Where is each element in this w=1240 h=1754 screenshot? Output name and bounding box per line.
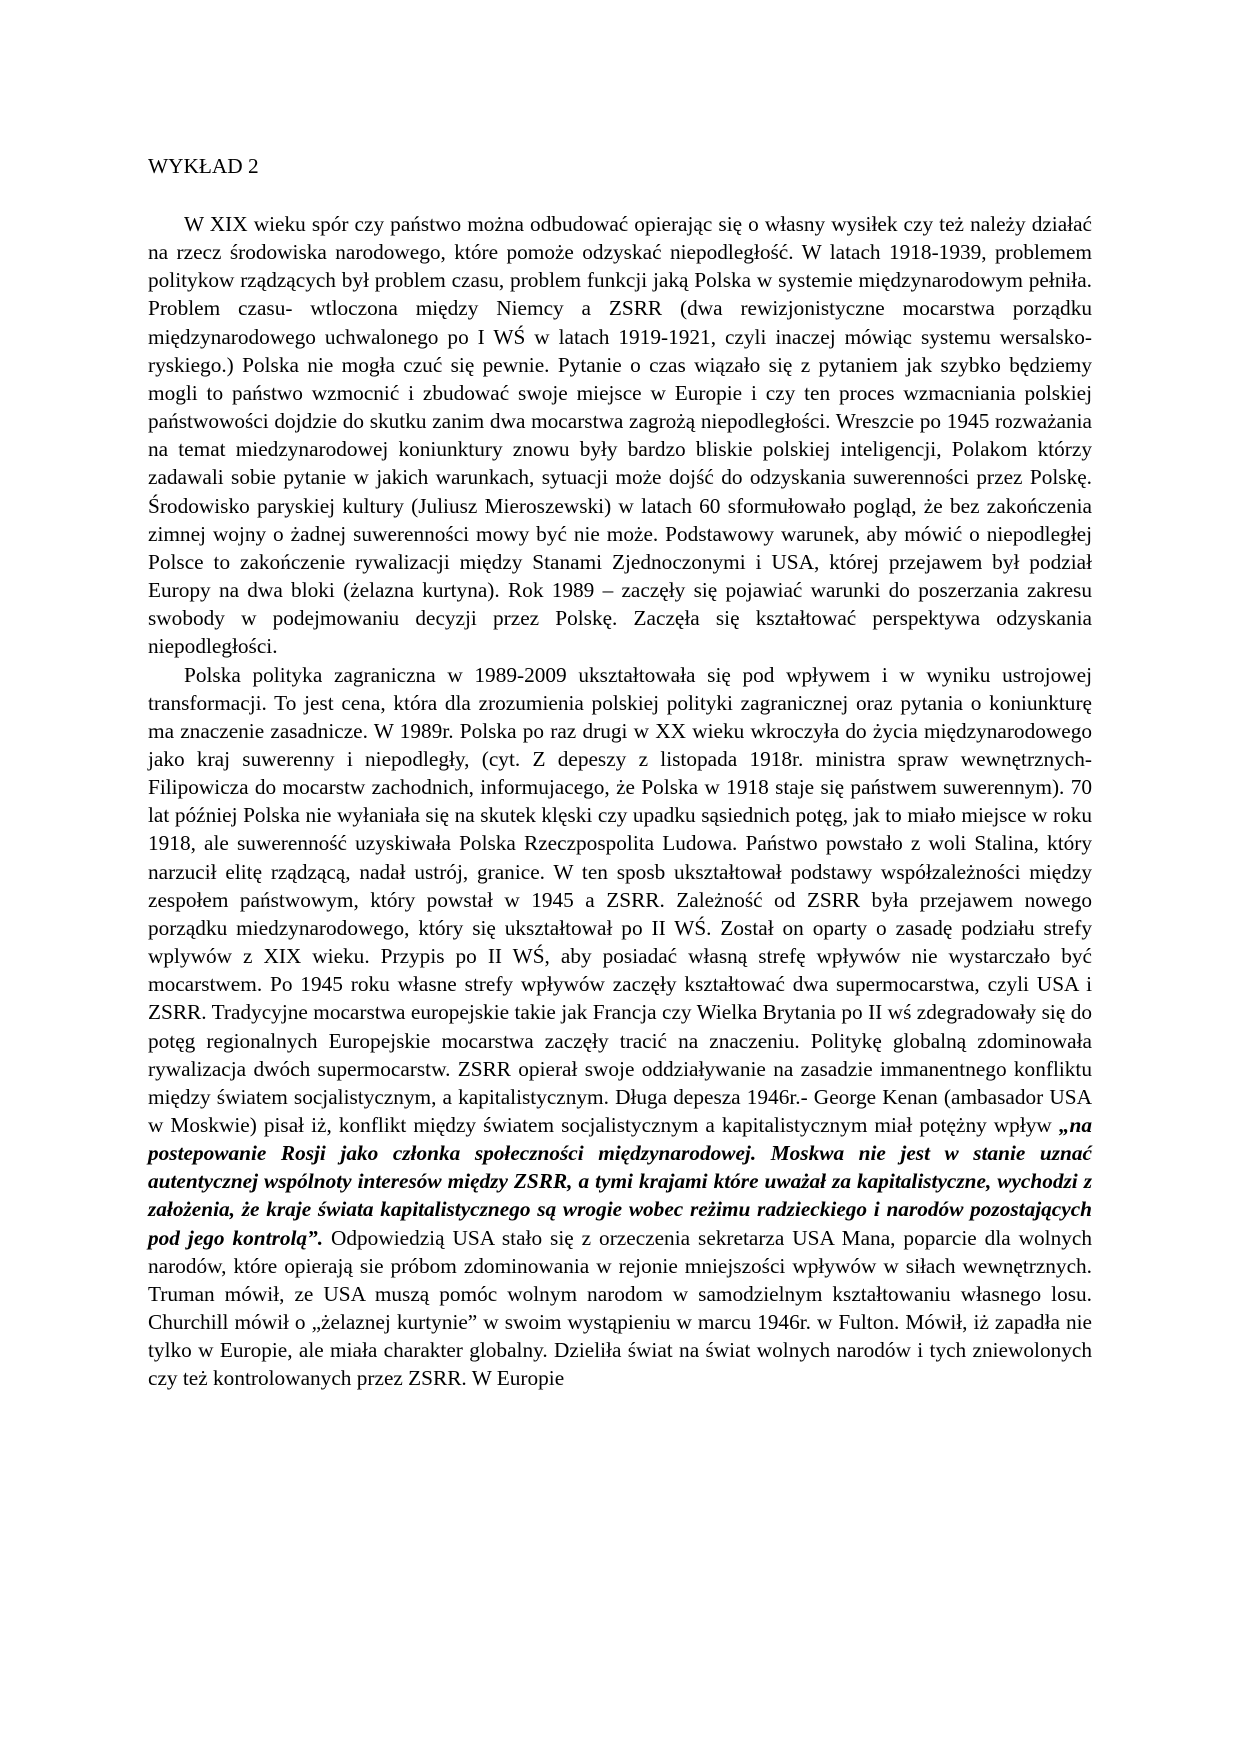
paragraph-2-start: Polska polityka zagraniczna w 1989-2009 ukształtowała się pod wpływem i w wyniku ustrojowej transformacji. To jest cena, która dla zrozumienia polskiej polityki zagranicznej oraz pytania o koniunkturę ma znaczenie zasadnicze. W 1989r. Polska po raz drugi w XX wieku wkroczyła do życia międzynarodowego jako kraj suwerenny i niepodległy, (cyt. Z depeszy z listopada 1918r. ministra spraw wewnętrznych- Filipowicza do mocarstw zachodnich, informujacego, że Polska w 1918 staje się państwem suwerennym). 70 lat później Polska nie wyłaniała się na skutek klęski czy upadku sąsiednich potęg, jak to miało miejsce w roku 1918, ale suwerenność uzyskiwała Polska Rzeczpospolita Ludowa. Państwo powstało z woli Stalina, który narzucił elitę rządzącą, nadał ustrój, granice. W ten sposb ukształtował podstawy współzależności między zespołem państwowym, który powstał w 1945 a ZSRR. Zależność od ZSRR była przejawem nowego porządku miedzynarodowego, który się ukształtował po II WŚ. Został on oparty o zasadę podziału strefy wplywów z XIX wieku. Przypis po II WŚ, aby posiadać własną strefę wpływów nie wystarczało być mocarstwem. Po 1945 roku własne strefy wpływów zaczęły kształtować dwa supermocarstwa, czyli USA i ZSRR. Tradycyjne mocarstwa europejskie takie jak Francja czy Wielka Brytania po II wś zdegradowały się do potęg regionalnych Europejskie mocarstwa zaczęły tracić na znaczeniu. Politykę globalną zdominowała rywalizacja dwóch supermocarstw. ZSRR opierał swoje oddziaływanie na zasadzie immanentnego konfliktu między światem socjalistycznym, a kapitalistycznym. Długa depesza 1946r.- George Kenan (ambasador USA w Moskwie) pisał iż, konflikt między światem socjalistycznym a kapitalistycznym miał potężny wpływ (148, 662, 1092, 1137)
document-title: WYKŁAD 2 (148, 154, 259, 178)
kennan-quote: „na postepowanie Rosji jako członka społeczności międzynarodowej. Moskwa nie jest w stanie uznać autentycznej wspólnoty interesów między ZSRR, a tymi krajami które uważał za kapitalistyczne, wychodzi z założenia, że kraje świata kapitalistycznego są wrogie wobec reżimu radzieckiego i narodów pozostających pod jego kontrolą”. (148, 1113, 1092, 1250)
paragraph-2 (148, 661, 1092, 1393)
paragraph-1: W XIX wieku spór czy państwo można odbudować opierając się o własny wysiłek czy też należy działać na rzecz środowiska narodowego, które pomoże odzyskać niepodległość. W latach 1918-1939, problemem politykow rządzących był problem czasu, problem funkcji jaką Polska w systemie międzynarodowym pełniła. Problem czasu- wtloczona między Niemcy a ZSRR (dwa rewizjonistyczne mocarstwa porządku międzynarodowego uchwalonego po I WŚ w latach 1919-1921, czyli inaczej mówiąc systemu wersalsko-ryskiego.) Polska nie mogła czuć się pewnie. Pytanie o czas wiązało się z pytaniem jak szybko będziemy mogli to państwo wzmocnić i zbudować swoje miejsce w Europie i czy ten proces wzmacniania polskiej państwowości dojdzie do skutku zanim dwa mocarstwa zagrożą niepodległości. Wreszcie po 1945 rozważania na temat miedzynarodowej koniunktury znowu były bardzo bliskie polskiej inteligencji, Polakom którzy zadawali sobie pytanie w jakich warunkach, sytuacji może dojść do odzyskania suwerenności przez Polskę. Środowisko paryskiej kultury (Juliusz Mieroszewski) w latach 60 sformułowało pogląd, że bez zakończenia zimnej wojny o żadnej suwerenności mowy być nie może. Podstawowy warunek, aby mówić o niepodległej Polsce to zakończenie rywalizacji między Stanami Zjednoczonymi i USA, której przejawem był podział Europy na dwa bloki (żelazna kurtyna). Rok 1989 – zaczęły się pojawiać warunki do poszerzania zakresu swobody w podejmowaniu decyzji przez Polskę. Zaczęła się kształtować perspektywa odzyskania niepodległości. (148, 212, 1092, 659)
paragraph-2-end: Odpowiedzią USA stało się z orzeczenia sekretarza USA Mana, poparcie dla wolnych narodów, które opierają sie próbom zdominowania w rejonie mniejszości wpływów w siłach wewnętrznych. Truman mówił, ze USA muszą pomóc wolnym narodom w samodzielnym kształtowaniu własnego losu. Churchill mówił o „żelaznej kurtynie” w swoim wystąpieniu w marcu 1946r. w Fulton. Mówił, iż zapadła nie tylko w Europie, ale miała charakter globalny. Dzieliła świat na świat wolnych narodów i tych zniewolonych czy też kontrolowanych przez ZSRR. W Europie (148, 1225, 1092, 1391)
document-body (148, 210, 1092, 1393)
